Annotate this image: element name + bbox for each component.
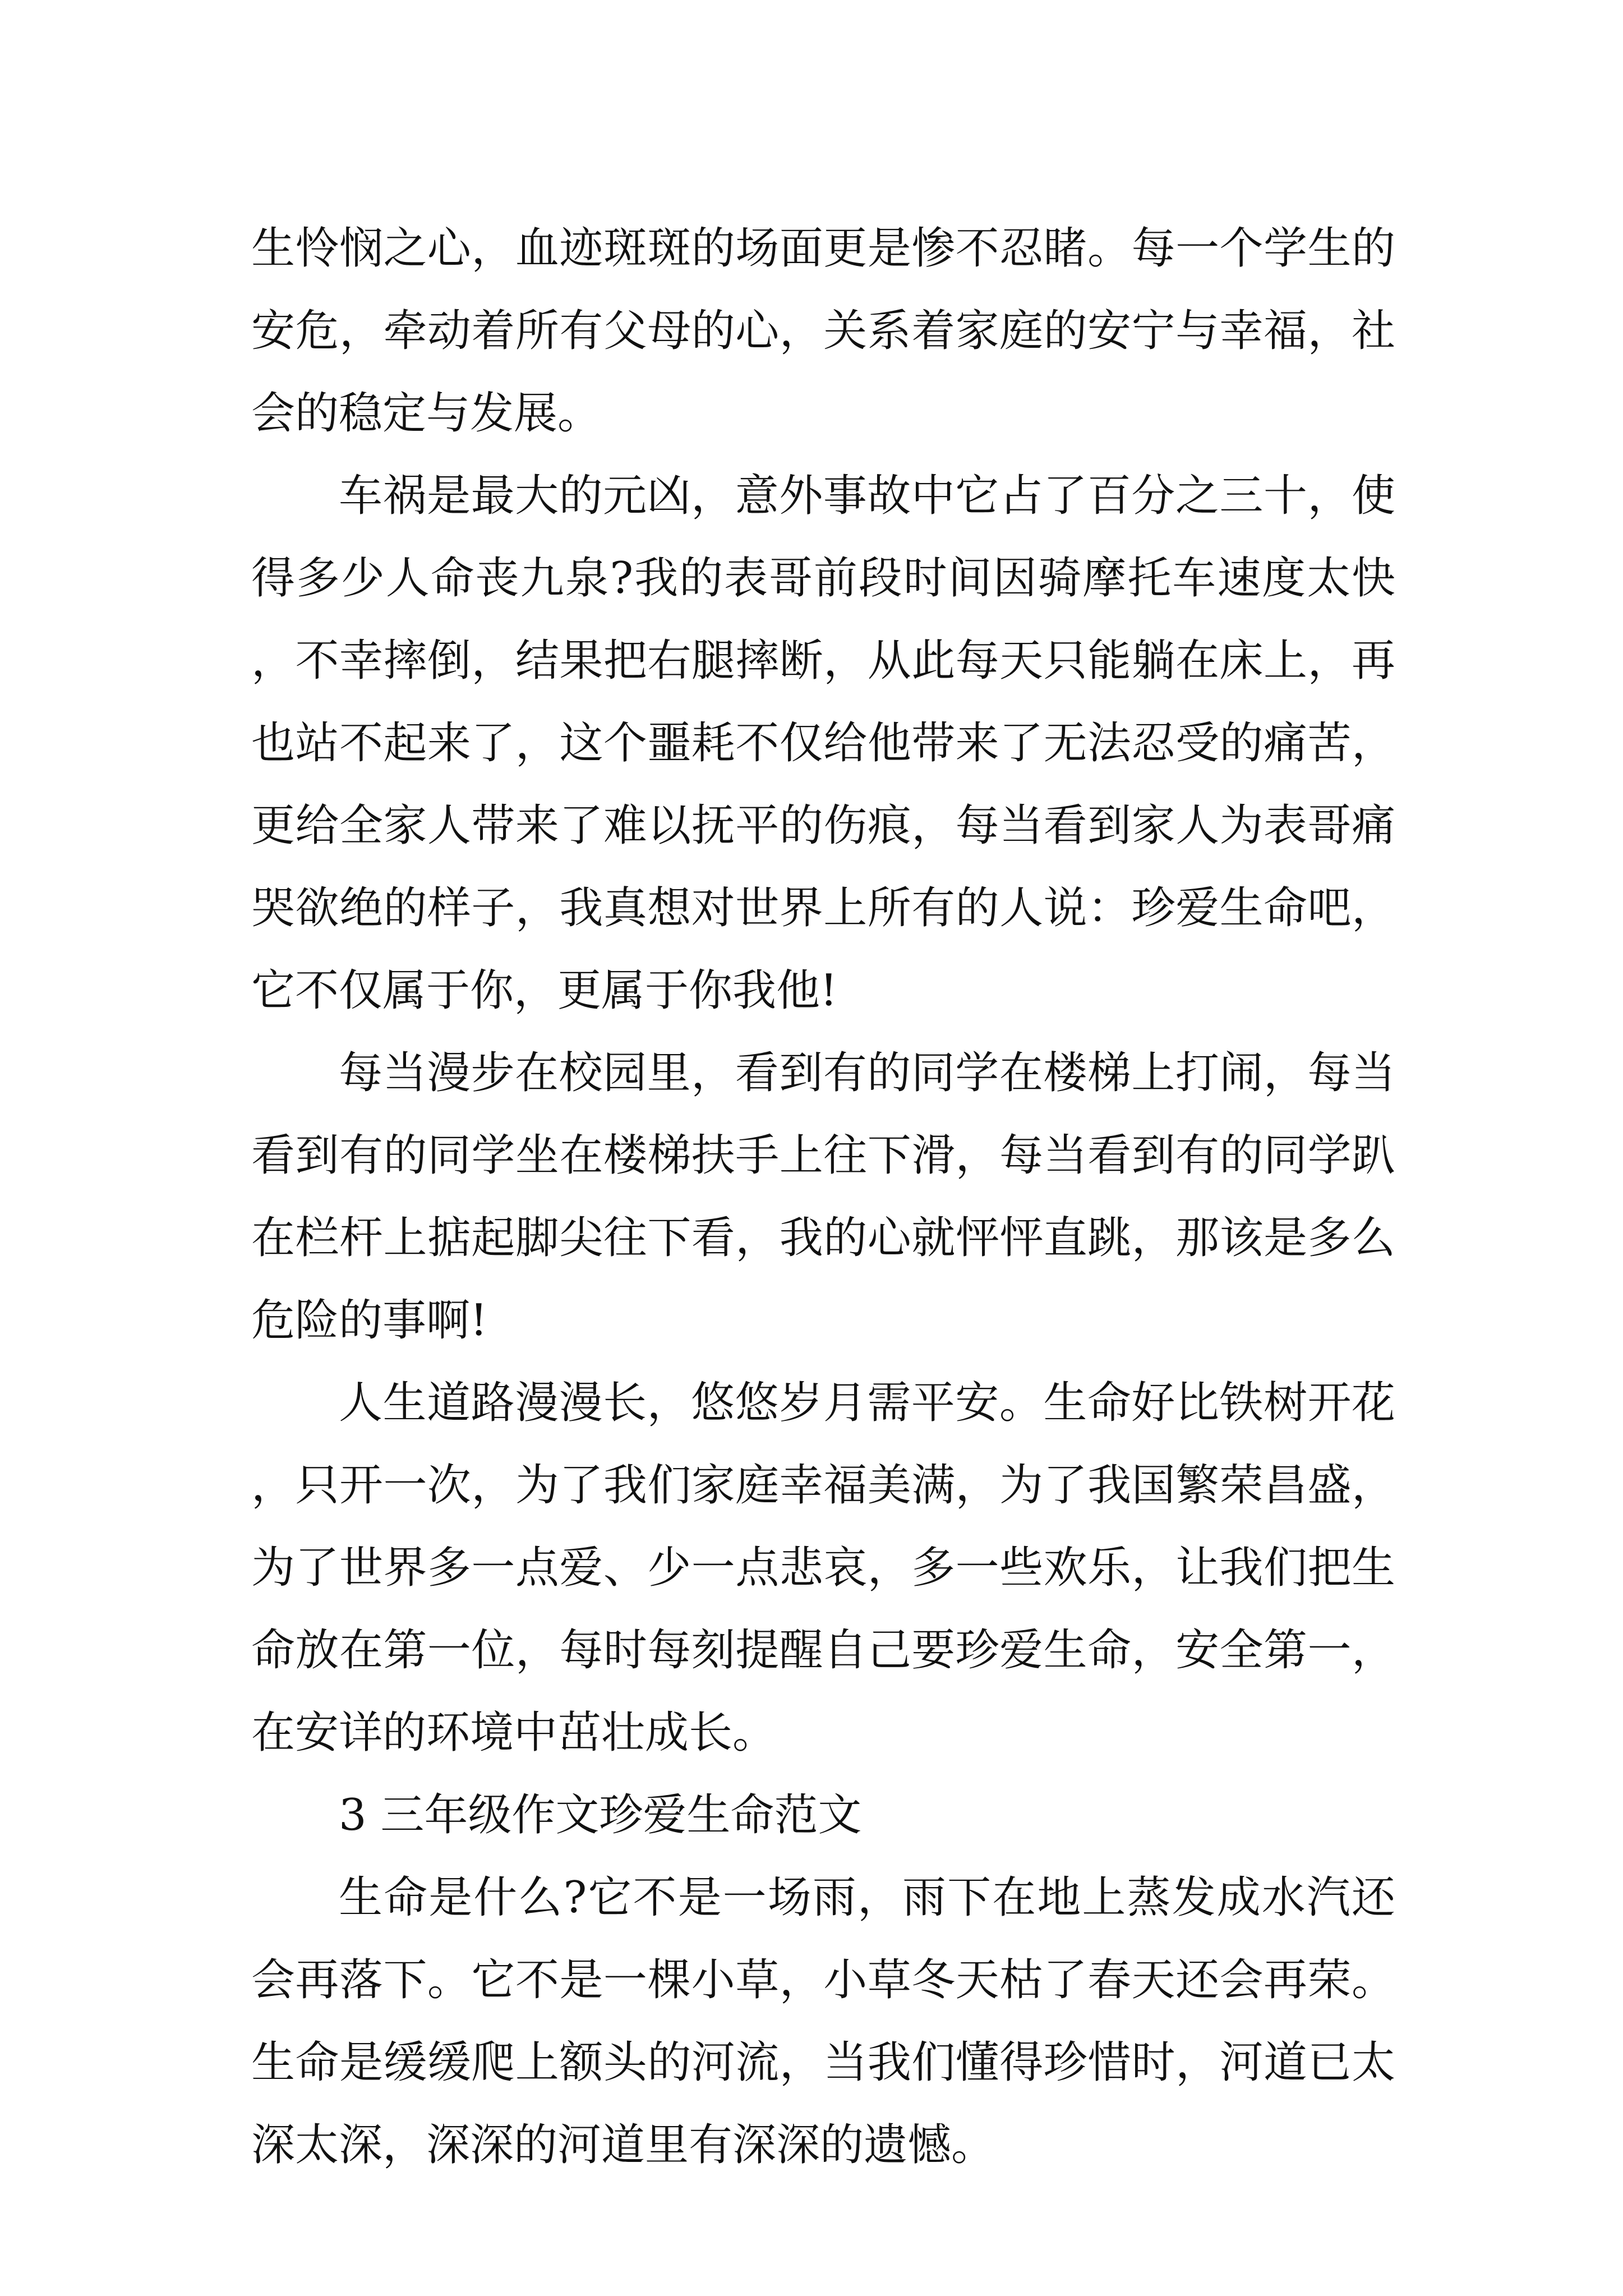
paragraph-cherish-life: 人生道路漫漫长，悠悠岁月需平安。生命好比铁树开花，只开一次，为了我们家庭幸福美满，为了我国繁荣昌盛，为了世界多一点爱、少一点悲哀，多一些欢乐，让我们把生命放在第一位，每时每刻提醒自己要珍爱生命，安全第一，在安详的环境中茁壮成长。 [251,1378,1395,1758]
paragraph-what-is-life: 生命是什么?它不是一场雨，雨下在地上蒸发成水汽还会再落下。它不是一棵小草，小草冬天枯了春天还会再荣。生命是缓缓爬上额头的河流，当我们懂得珍惜时，河道已太深太深，深深的河道里有深深的遗憾。 [251,1872,1395,2170]
document-body [251,208,1395,2187]
section-heading: 3 三年级作文珍爱生命范文 [339,1790,862,1841]
paragraph-car-accident: 车祸是最大的元凶，意外事故中它占了百分之三十，使得多少人命丧九泉?我的表哥前段时间因骑摩托车速度太快，不幸摔倒，结果把右腿摔断，从此每天只能躺在床上，再也站不起来了，这个噩耗不仅给他带来了无法忍受的痛苦，更给全家人带来了难以抚平的伤痕，每当看到家人为表哥痛哭欲绝的样子，我真想对世界上所有的人说：珍爱生命吧，它不仅属于你，更属于你我他! [251,471,1395,1016]
paragraph-campus-safety: 每当漫步在校园里，看到有的同学在楼梯上打闹，每当看到有的同学坐在楼梯扶手上往下滑，每当看到有的同学趴在栏杆上掂起脚尖往下看，我的心就怦怦直跳，那该是多么危险的事啊! [251,1048,1395,1346]
paragraph-continuation: 生怜悯之心，血迹斑斑的场面更是惨不忍睹。每一个学生的安危，牵动着所有父母的心，关系着家庭的安宁与幸福，社会的稳定与发展。 [251,223,1395,439]
